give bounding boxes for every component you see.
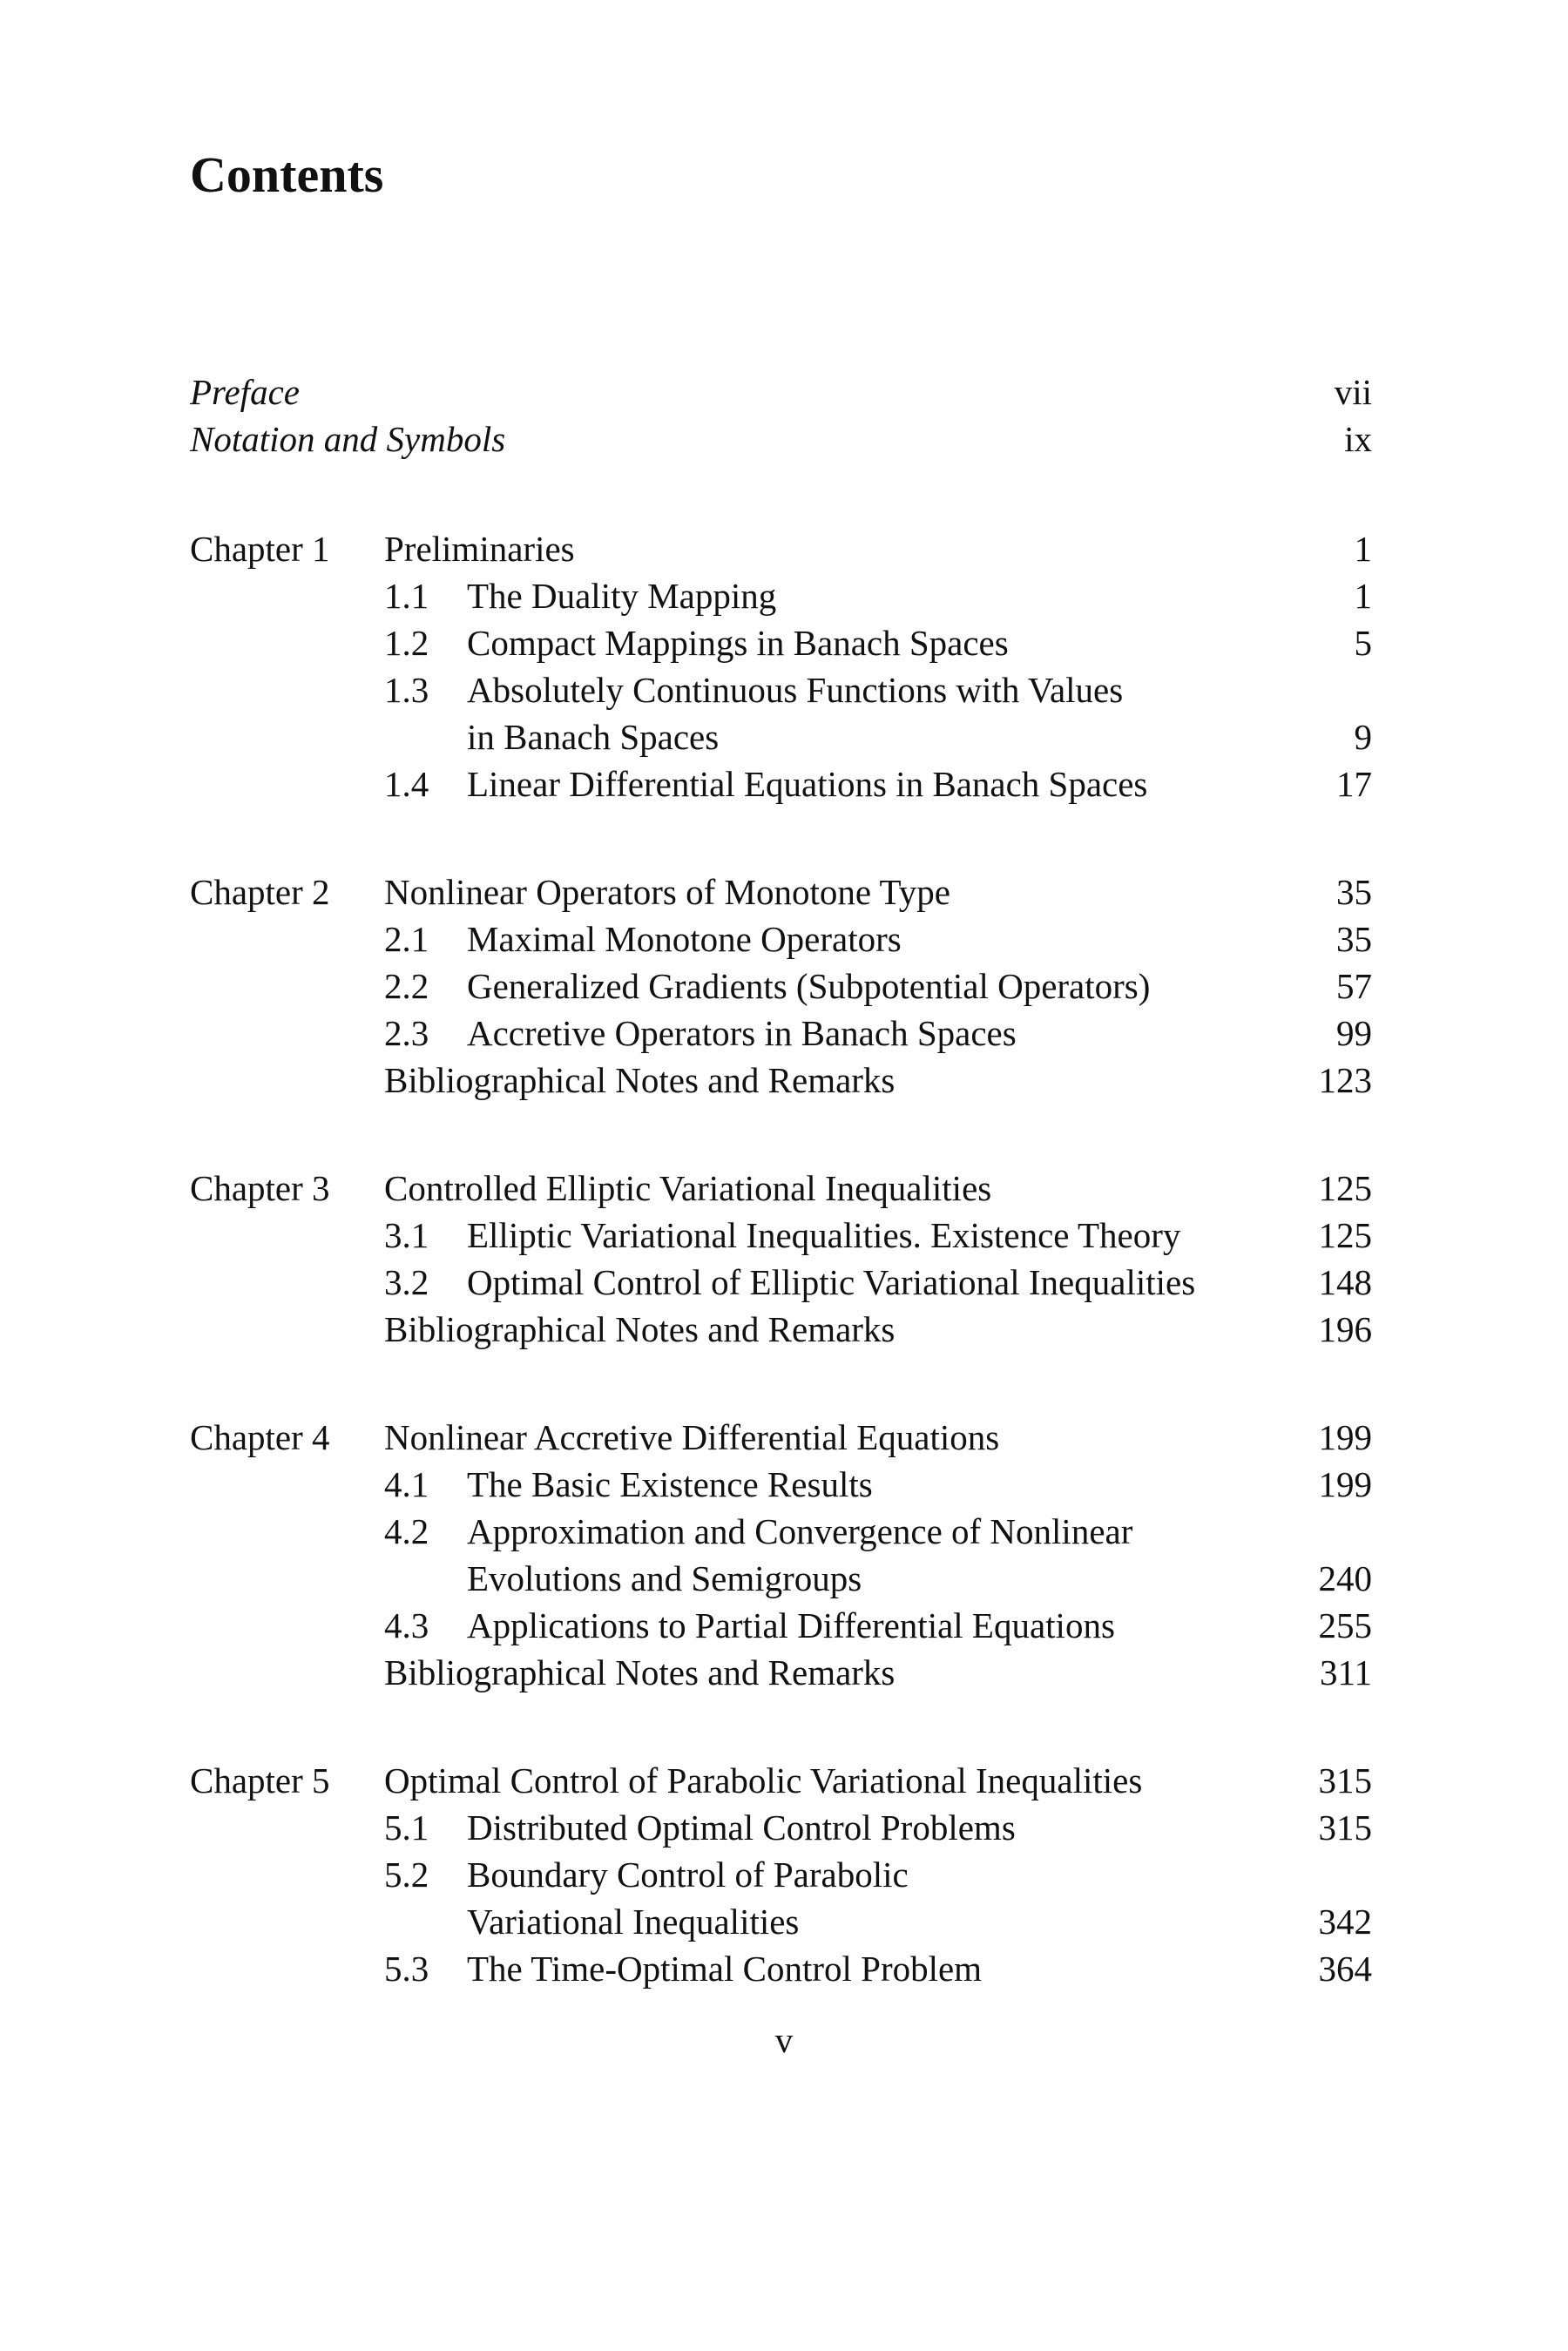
section-entry[interactable]: [384, 1945, 1372, 1992]
section-title-line: in Banach Spaces: [467, 717, 720, 757]
page-number: 17: [1336, 764, 1372, 804]
section-title-line: Absolutely Continuous Functions with Values: [467, 670, 1124, 710]
page-number: 199: [1318, 1417, 1372, 1457]
page-folio: v: [774, 2020, 794, 2060]
page-number: 342: [1318, 1902, 1372, 1942]
section-number: 4.1: [384, 1464, 429, 1504]
section-title-line: Approximation and Convergence of Nonlinear: [467, 1511, 1133, 1551]
notes-entry[interactable]: [384, 1306, 1372, 1353]
chapter-title: Preliminaries: [384, 529, 575, 569]
chapter-block: [190, 868, 1372, 1104]
page-number: 125: [1318, 1168, 1372, 1208]
chapter-label: Chapter 5: [190, 1760, 330, 1800]
entry-title: Notation and Symbols: [190, 419, 506, 459]
section-entry[interactable]: [384, 1804, 1372, 1851]
chapter-title-entry[interactable]: [384, 1757, 1372, 1804]
section-entry[interactable]: [384, 760, 1372, 807]
section-number: 2.2: [384, 966, 429, 1006]
section-title-line: Generalized Gradients (Subpotential Operators): [467, 966, 1151, 1006]
chapter-label: Chapter 2: [190, 872, 330, 912]
section-title-line: Bibliographical Notes and Remarks: [384, 1060, 896, 1100]
page-number: ix: [1344, 419, 1372, 459]
section-title-line: The Basic Existence Results: [467, 1464, 873, 1504]
section-title-line: Distributed Optimal Control Problems: [467, 1807, 1016, 1848]
section-entry[interactable]: [384, 1602, 1372, 1649]
section-entry[interactable]: [384, 666, 1372, 760]
page-number: 1: [1354, 529, 1372, 569]
section-number: 2.3: [384, 1013, 429, 1053]
chapter-title-entry[interactable]: [384, 1414, 1372, 1461]
section-number: 5.3: [384, 1949, 429, 1989]
chapter-title: Optimal Control of Parabolic Variational Inequalities: [384, 1760, 1143, 1800]
section-entry[interactable]: [384, 915, 1372, 963]
section-entry[interactable]: [384, 572, 1372, 619]
section-number: 1.1: [384, 576, 429, 616]
section-title-line: Bibliographical Notes and Remarks: [384, 1309, 896, 1349]
section-title-line: Variational Inequalities: [467, 1902, 800, 1942]
section-entry[interactable]: [384, 1508, 1372, 1602]
page-title: Contents: [190, 146, 384, 203]
chapter-block: [190, 1414, 1372, 1696]
section-title-line: Boundary Control of Parabolic: [467, 1854, 909, 1895]
chapter-label: Chapter 1: [190, 529, 330, 569]
page-number: 315: [1318, 1807, 1372, 1848]
section-title-line: Bibliographical Notes and Remarks: [384, 1652, 896, 1692]
chapter-title-entry[interactable]: [384, 525, 1372, 572]
page-number: vii: [1334, 372, 1372, 412]
toc-entry-preface[interactable]: [190, 368, 1372, 415]
page-number: 35: [1336, 872, 1372, 912]
page-number: 35: [1336, 919, 1372, 959]
notes-entry[interactable]: [384, 1649, 1372, 1696]
section-number: 3.1: [384, 1215, 429, 1255]
section-number: 4.2: [384, 1511, 429, 1551]
chapter-title-entry[interactable]: [384, 1165, 1372, 1212]
chapter-title: Controlled Elliptic Variational Inequalities: [384, 1168, 992, 1208]
section-number: 2.1: [384, 919, 429, 959]
page-number: 315: [1318, 1760, 1372, 1800]
chapter-list: [190, 525, 1372, 2053]
section-title-line: Accretive Operators in Banach Spaces: [467, 1013, 1017, 1053]
page-number: 255: [1318, 1605, 1372, 1645]
section-number: 1.4: [384, 764, 429, 804]
page-number: 199: [1318, 1464, 1372, 1504]
section-entry[interactable]: [384, 1461, 1372, 1508]
chapter-title: Nonlinear Accretive Differential Equations: [384, 1417, 1000, 1457]
section-number: 4.3: [384, 1605, 429, 1645]
page-number: 196: [1318, 1309, 1372, 1349]
section-title-line: Linear Differential Equations in Banach Spaces: [467, 764, 1148, 804]
section-title-line: Maximal Monotone Operators: [467, 919, 902, 959]
chapter-title: Nonlinear Operators of Monotone Type: [384, 872, 950, 912]
section-title-line: Optimal Control of Elliptic Variational Inequalities: [467, 1262, 1196, 1302]
section-entry[interactable]: [384, 1259, 1372, 1306]
page-number: 364: [1318, 1949, 1372, 1989]
section-entry[interactable]: [384, 1851, 1372, 1945]
section-number: 1.2: [384, 623, 429, 663]
section-number: 5.1: [384, 1807, 429, 1848]
chapter-label: Chapter 3: [190, 1168, 330, 1208]
section-entry[interactable]: [384, 963, 1372, 1010]
page-number: 99: [1336, 1013, 1372, 1053]
page-number: 240: [1318, 1558, 1372, 1598]
page-number: 1: [1354, 576, 1372, 616]
section-title-line: Elliptic Variational Inequalities. Existence Theory: [467, 1215, 1181, 1255]
page-number: 9: [1354, 717, 1372, 757]
section-number: 5.2: [384, 1854, 429, 1895]
section-entry[interactable]: [384, 619, 1372, 666]
chapter-block: [190, 525, 1372, 807]
section-title-line: Compact Mappings in Banach Spaces: [467, 623, 1009, 663]
section-entry[interactable]: [384, 1010, 1372, 1057]
page-number: 123: [1318, 1060, 1372, 1100]
page-number: 148: [1318, 1262, 1372, 1302]
page-number: 125: [1318, 1215, 1372, 1255]
notes-entry[interactable]: [384, 1057, 1372, 1104]
section-title-line: The Duality Mapping: [467, 576, 777, 616]
section-number: 1.3: [384, 670, 429, 710]
chapter-label: Chapter 4: [190, 1417, 330, 1457]
section-title-line: Evolutions and Semigroups: [467, 1558, 862, 1598]
toc-entry-notation[interactable]: [190, 415, 1372, 463]
page-number: 5: [1354, 623, 1372, 663]
chapter-title-entry[interactable]: [384, 868, 1372, 915]
front-matter-list: [190, 368, 1372, 463]
section-title-line: Applications to Partial Differential Equations: [467, 1605, 1115, 1645]
chapter-block: [190, 1165, 1372, 1353]
page-number: 311: [1320, 1652, 1372, 1692]
section-entry[interactable]: [384, 1212, 1372, 1259]
section-number: 3.2: [384, 1262, 429, 1302]
entry-title: Preface: [190, 372, 300, 412]
page-number: 57: [1336, 966, 1372, 1006]
chapter-block: [190, 1757, 1372, 1992]
section-title-line: The Time-Optimal Control Problem: [467, 1949, 983, 1989]
